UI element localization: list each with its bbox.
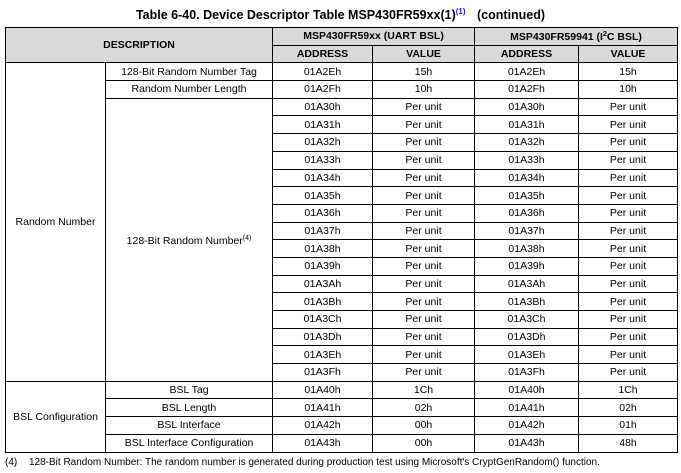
address-cell: 01A3Bh xyxy=(273,293,373,311)
address-cell: 01A3Eh xyxy=(273,346,373,364)
subsection-label: BSL Interface Configuration xyxy=(106,434,273,452)
address-cell: 01A36h xyxy=(475,204,579,222)
subsection-label: 128-Bit Random Number$^{(4)}$ xyxy=(106,98,273,381)
address-cell: 01A35h xyxy=(475,187,579,205)
address-cell: 01A39h xyxy=(273,257,373,275)
value-cell: 15h xyxy=(579,63,678,81)
subsection-label: BSL Tag xyxy=(106,381,273,399)
value-cell: Per unit xyxy=(579,364,678,382)
subsection-label: 128-Bit Random Number Tag xyxy=(106,63,273,81)
address-cell: 01A40h xyxy=(475,381,579,399)
address-cell: 01A43h xyxy=(475,434,579,452)
address-cell: 01A3Bh xyxy=(475,293,579,311)
table-row xyxy=(6,381,678,399)
value-cell: Per unit xyxy=(579,257,678,275)
address-cell: 01A2Fh xyxy=(475,81,579,99)
value-cell: Per unit xyxy=(579,169,678,187)
value-cell: Per unit xyxy=(579,293,678,311)
address-cell: 01A37h xyxy=(475,222,579,240)
value-cell: 10h xyxy=(579,81,678,99)
address-cell: 01A35h xyxy=(273,187,373,205)
value-cell: Per unit xyxy=(373,187,475,205)
address-cell: 01A41h xyxy=(273,399,373,417)
address-cell: 01A41h xyxy=(475,399,579,417)
address-cell: 01A38h xyxy=(273,240,373,258)
address-cell: 01A2Eh xyxy=(475,63,579,81)
section-label: BSL Configuration xyxy=(6,381,106,452)
footnote-text: 128-Bit Random Number: The random number is generated during production test using Microsoft's CryptGenRandom() function. xyxy=(29,457,600,468)
footnote xyxy=(5,457,600,468)
table-title-text: Table 6-40. Device Descriptor Table MSP430FR59xx(1) xyxy=(135,8,456,22)
table-row xyxy=(6,399,678,417)
address-cell: 01A42h xyxy=(273,417,373,435)
address-cell: 01A31h xyxy=(273,116,373,134)
value-cell: Per unit xyxy=(373,116,475,134)
address-cell: 01A2Eh xyxy=(273,63,373,81)
address-cell: 01A3Ch xyxy=(273,311,373,329)
subsection-label: BSL Length xyxy=(106,399,273,417)
value-cell: Per unit xyxy=(373,346,475,364)
address-cell: 01A3Dh xyxy=(475,328,579,346)
address-cell: 01A34h xyxy=(475,169,579,187)
value-cell: 15h xyxy=(373,63,475,81)
value-cell: Per unit xyxy=(373,328,475,346)
address-cell: 01A39h xyxy=(475,257,579,275)
header-description: DESCRIPTION xyxy=(6,28,273,63)
value-cell: 00h xyxy=(373,417,475,435)
value-cell: Per unit xyxy=(579,116,678,134)
value-cell: Per unit xyxy=(579,134,678,152)
address-cell: 01A38h xyxy=(475,240,579,258)
address-cell: 01A43h xyxy=(273,434,373,452)
header-address-1: ADDRESS xyxy=(273,45,373,63)
value-cell: Per unit xyxy=(373,134,475,152)
footnote-number: (4) xyxy=(5,457,18,468)
address-cell: 01A30h xyxy=(475,98,579,116)
value-cell: Per unit xyxy=(579,151,678,169)
value-cell: Per unit xyxy=(373,222,475,240)
table-row xyxy=(6,98,678,116)
value-cell: Per unit xyxy=(579,204,678,222)
value-cell: Per unit xyxy=(579,187,678,205)
value-cell: 02h xyxy=(579,399,678,417)
address-cell: 01A33h xyxy=(475,151,579,169)
address-cell: 01A34h xyxy=(273,169,373,187)
table-row xyxy=(6,417,678,435)
address-cell: 01A3Dh xyxy=(273,328,373,346)
value-cell: 10h xyxy=(373,81,475,99)
address-cell: 01A3Ah xyxy=(475,275,579,293)
value-cell: Per unit xyxy=(579,328,678,346)
value-cell: Per unit xyxy=(579,222,678,240)
value-cell: 1Ch xyxy=(373,381,475,399)
address-cell: 01A36h xyxy=(273,204,373,222)
title-footnote-link[interactable]: (1) xyxy=(455,7,466,16)
subsection-label: Random Number Length xyxy=(106,81,273,99)
value-cell: Per unit xyxy=(373,311,475,329)
address-cell: 01A32h xyxy=(273,134,373,152)
value-cell: Per unit xyxy=(579,346,678,364)
value-cell: Per unit xyxy=(373,151,475,169)
header-value-1: VALUE xyxy=(373,45,475,63)
address-cell: 01A32h xyxy=(475,134,579,152)
header-address-2: ADDRESS xyxy=(475,45,579,63)
table-title xyxy=(0,7,681,22)
address-cell: 01A31h xyxy=(475,116,579,134)
section-label: Random Number xyxy=(6,63,106,381)
table-row xyxy=(6,63,678,81)
value-cell: 48h xyxy=(579,434,678,452)
address-cell: 01A40h xyxy=(273,381,373,399)
address-cell: 01A2Fh xyxy=(273,81,373,99)
value-cell: Per unit xyxy=(373,275,475,293)
address-cell: 01A30h xyxy=(273,98,373,116)
title-continued: (continued) xyxy=(477,8,546,22)
value-cell: 1Ch xyxy=(579,381,678,399)
table-row xyxy=(6,434,678,452)
value-cell: Per unit xyxy=(373,204,475,222)
value-cell: Per unit xyxy=(373,257,475,275)
device-descriptor-table xyxy=(5,27,678,453)
address-cell: 01A3Ah xyxy=(273,275,373,293)
address-cell: 01A3Fh xyxy=(475,364,579,382)
table-body xyxy=(6,63,678,452)
value-cell: Per unit xyxy=(373,240,475,258)
address-cell: 01A42h xyxy=(475,417,579,435)
table-row xyxy=(6,81,678,99)
value-cell: Per unit xyxy=(579,240,678,258)
address-cell: 01A33h xyxy=(273,151,373,169)
header-value-2: VALUE xyxy=(579,45,678,63)
value-cell: 00h xyxy=(373,434,475,452)
address-cell: 01A3Fh xyxy=(273,364,373,382)
value-cell: Per unit xyxy=(579,311,678,329)
value-cell: Per unit xyxy=(579,275,678,293)
value-cell: Per unit xyxy=(373,169,475,187)
value-cell: Per unit xyxy=(579,98,678,116)
value-cell: Per unit xyxy=(373,293,475,311)
value-cell: Per unit xyxy=(373,364,475,382)
address-cell: 01A3Eh xyxy=(475,346,579,364)
footnote-ref-link[interactable]: (4) xyxy=(242,234,252,242)
subsection-label: BSL Interface xyxy=(106,417,273,435)
header-uart-bsl: MSP430FR59xx (UART BSL) xyxy=(273,28,475,46)
header-i2c-bsl: MSP430FR59941 ($I^2C$ BSL) xyxy=(475,28,678,46)
address-cell: 01A3Ch xyxy=(475,311,579,329)
value-cell: 01h xyxy=(579,417,678,435)
value-cell: 02h xyxy=(373,399,475,417)
value-cell: Per unit xyxy=(373,98,475,116)
address-cell: 01A37h xyxy=(273,222,373,240)
